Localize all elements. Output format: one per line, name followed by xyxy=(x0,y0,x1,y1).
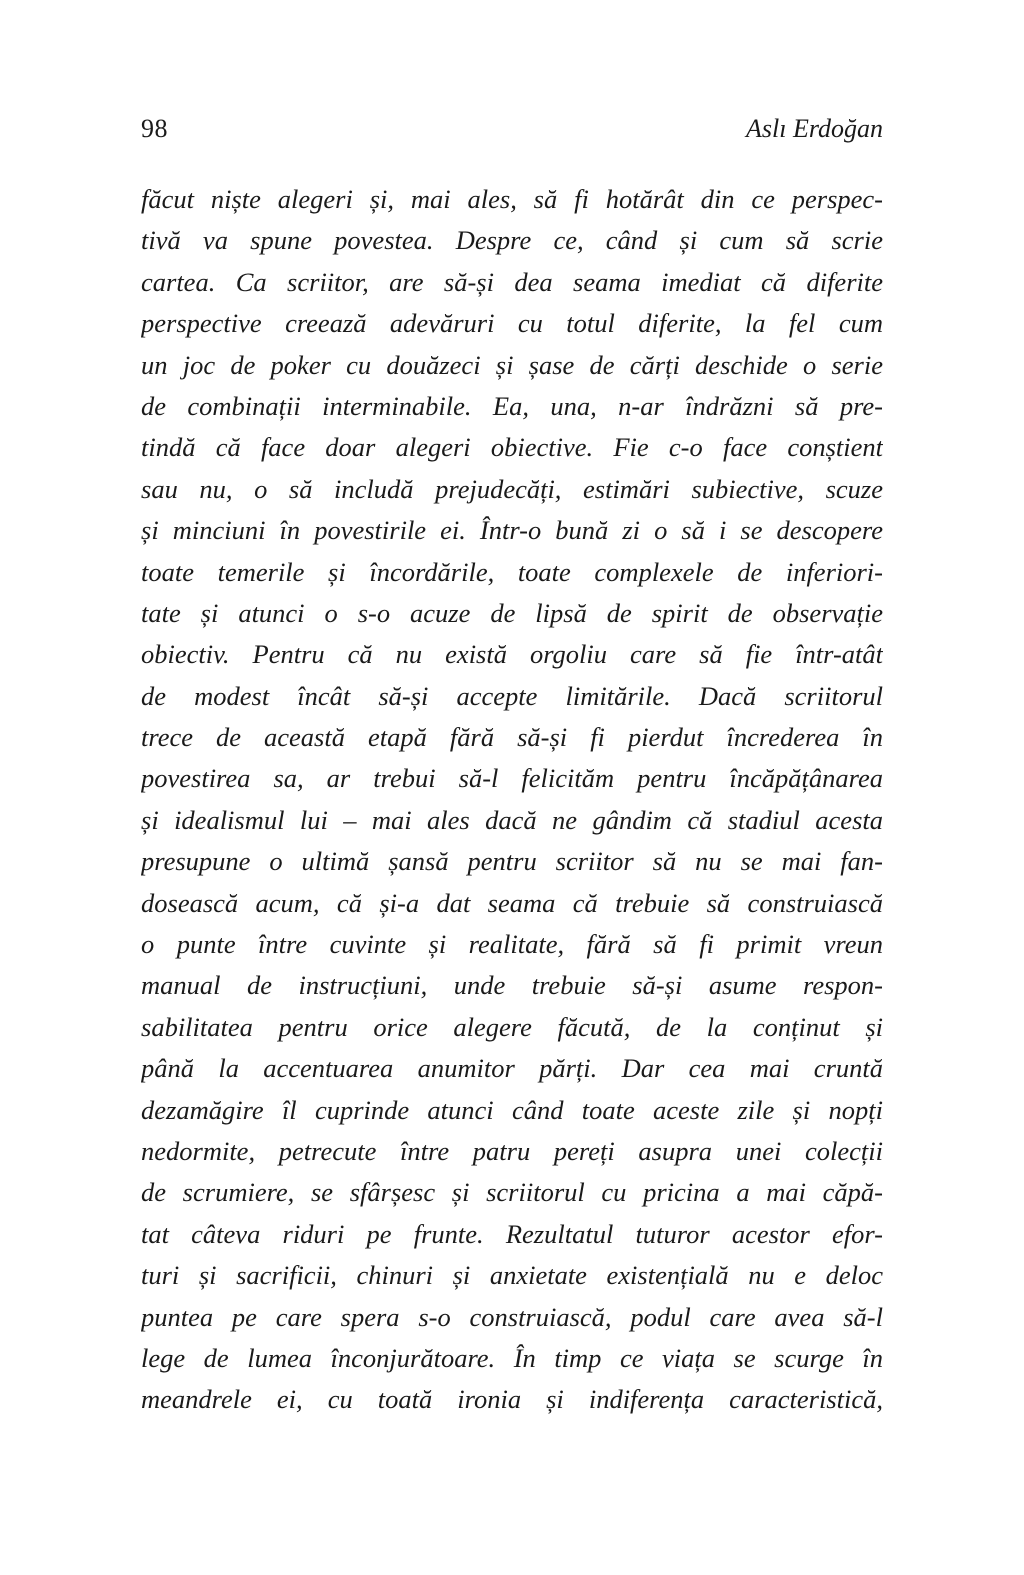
text-line: sau nu, o să includă prejudecăți, estimări subiective, scuze xyxy=(141,473,883,504)
text-line: obiectiv. Pentru că nu există orgoliu care să fie într-atât xyxy=(141,639,883,670)
text-line: un joc de poker cu douăzeci și șase de cărți deschide o serie xyxy=(141,349,883,380)
text-line: povestirea sa, ar trebui să-l felicităm pentru încăpățânarea xyxy=(141,763,883,794)
text-line: și idealismul lui – mai ales dacă ne gândim că stadiul acesta xyxy=(141,804,883,835)
text-line: și minciuni în povestirile ei. Într-o bună zi o să i se descopere xyxy=(141,515,883,546)
text-line: de combinații interminabile. Ea, una, n-ar îndrăzni să pre- xyxy=(141,390,883,421)
text-line: tate și atunci o s-o acuze de lipsă de spirit de observație xyxy=(141,597,883,628)
text-line: sabilitatea pentru orice alegere făcută, de la conținut și xyxy=(141,1011,883,1042)
text-line: făcut niște alegeri și, mai ales, să fi hotărât din ce perspec- xyxy=(141,184,883,214)
body-text xyxy=(141,179,883,1421)
text-line: dosească acum, că și-a dat seama că trebuie să construiască xyxy=(141,887,883,918)
text-line: până la accentuarea anumitor părți. Dar cea mai cruntă xyxy=(141,1053,883,1084)
text-line: lege de lumea înconjurătoare. În timp ce viața se scurge în xyxy=(141,1342,883,1373)
page-header xyxy=(141,114,883,144)
page-number: 98 xyxy=(141,114,168,143)
text-line: tat câteva riduri pe frunte. Rezultatul tuturor acestor efor- xyxy=(141,1218,883,1249)
text-line: tindă că face doar alegeri obiective. Fie c-o face conștient xyxy=(141,432,883,463)
text-line: turi și sacrificii, chinuri și anxietate existențială nu e deloc xyxy=(141,1260,883,1291)
text-line: toate temerile și încordările, toate complexele de inferiori- xyxy=(141,556,883,587)
text-line: cartea. Ca scriitor, are să-și dea seama imediat că diferite xyxy=(141,266,883,297)
text-line: perspective creează adevăruri cu totul diferite, la fel cum xyxy=(141,308,883,339)
text-line: manual de instrucțiuni, unde trebuie să-și asume respon- xyxy=(141,970,883,1001)
text-line: puntea pe care spera s-o construiască, podul care avea să-l xyxy=(141,1301,883,1332)
text-line: nedormite, petrecute între patru pereți asupra unei colecții xyxy=(141,1135,883,1166)
text-line: o punte între cuvinte și realitate, fără să fi primit vreun xyxy=(141,929,883,960)
text-line: tivă va spune povestea. Despre ce, când și cum să scrie xyxy=(141,225,883,256)
text-line: presupune o ultimă șansă pentru scriitor să nu se mai fan- xyxy=(141,846,883,877)
text-line: dezamăgire îl cuprinde atunci când toate aceste zile și nopți xyxy=(141,1094,883,1125)
running-head: Aslı Erdoğan xyxy=(746,114,883,143)
text-line: trece de această etapă fără să-și fi pierdut încrederea în xyxy=(141,722,883,753)
text-line: de modest încât să-și accepte limitările. Dacă scriitorul xyxy=(141,680,883,711)
text-line: de scrumiere, se sfârșesc și scriitorul cu pricina a mai căpă- xyxy=(141,1177,883,1208)
text-line: meandrele ei, cu toată ironia și indiferența caracteristică, xyxy=(141,1384,883,1415)
